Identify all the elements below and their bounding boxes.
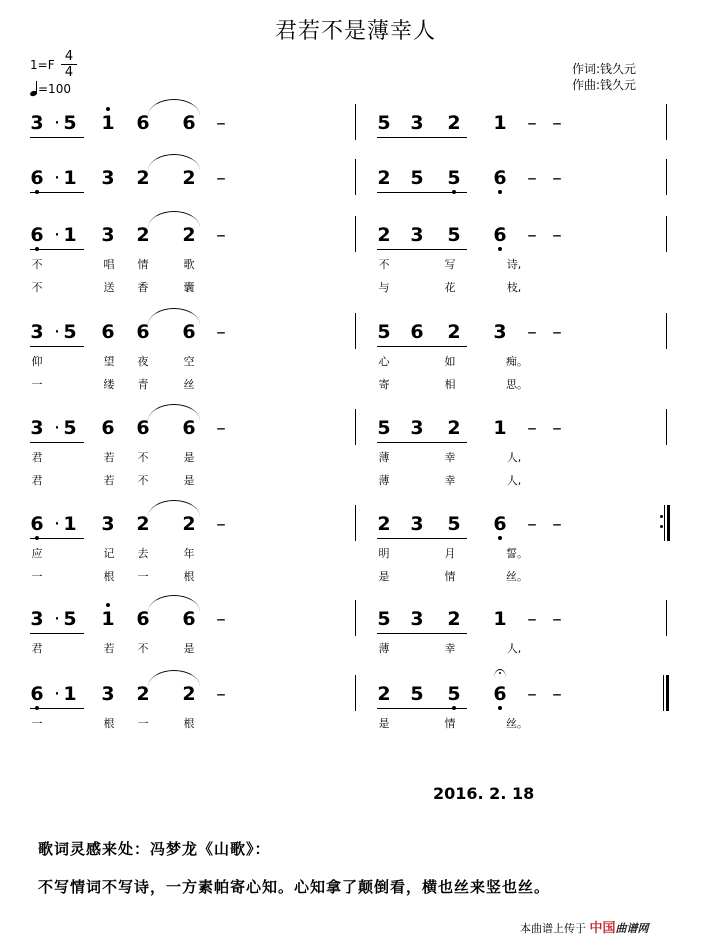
jianpu-note: 5 bbox=[446, 167, 462, 189]
bar-line bbox=[355, 104, 356, 140]
lyric-char: 仰 bbox=[31, 355, 43, 368]
jianpu-note: – bbox=[552, 224, 562, 246]
lyric-char: 若 bbox=[103, 451, 115, 464]
lyric-char: 相 bbox=[444, 378, 456, 391]
jianpu-note: – bbox=[552, 683, 562, 705]
jianpu-note: – bbox=[216, 224, 226, 246]
jianpu-note: – bbox=[216, 167, 226, 189]
jianpu-note: – bbox=[527, 224, 537, 246]
beam-underline bbox=[30, 708, 84, 709]
beam-underline bbox=[377, 137, 467, 138]
jianpu-note: 6 bbox=[492, 167, 508, 189]
jianpu-note: 1 bbox=[63, 513, 77, 535]
jianpu-note: 6 bbox=[492, 224, 508, 246]
lyric-char: 歌 bbox=[183, 258, 195, 271]
jianpu-note: · bbox=[53, 112, 61, 134]
jianpu-note: – bbox=[552, 417, 562, 439]
site-logo-prefix: 中国 bbox=[589, 921, 616, 936]
score-row bbox=[0, 513, 711, 583]
jianpu-note: 6 bbox=[492, 513, 508, 535]
score-row bbox=[0, 608, 711, 668]
jianpu-note: · bbox=[53, 683, 61, 705]
jianpu-note: 6 bbox=[136, 112, 150, 134]
lyric-char: 应 bbox=[31, 547, 43, 560]
jianpu-note: 5 bbox=[377, 321, 391, 343]
site-logo-name: 曲谱网 bbox=[615, 922, 649, 935]
bar-line bbox=[666, 313, 667, 349]
bar-line bbox=[355, 409, 356, 445]
jianpu-note: – bbox=[552, 608, 562, 630]
jianpu-note: 6 bbox=[29, 683, 45, 705]
low-octave-dot bbox=[498, 706, 502, 710]
tie-arc bbox=[148, 500, 200, 517]
jianpu-note: 5 bbox=[377, 112, 391, 134]
lyric-char: 不 bbox=[31, 258, 43, 271]
bar-line bbox=[355, 313, 356, 349]
score-row bbox=[0, 224, 711, 294]
jianpu-note: 2 bbox=[182, 513, 196, 535]
time-signature bbox=[61, 50, 77, 79]
jianpu-note: 2 bbox=[447, 608, 461, 630]
low-octave-dot bbox=[498, 190, 502, 194]
lyric-char: 不 bbox=[137, 642, 149, 655]
jianpu-note: 5 bbox=[63, 321, 77, 343]
inspiration-heading: 歌词灵感来处：冯梦龙《山歌》： bbox=[38, 840, 271, 858]
lyric-char: 不 bbox=[31, 281, 43, 294]
lyric-char: 根 bbox=[183, 570, 195, 583]
jianpu-note: 6 bbox=[182, 321, 196, 343]
lyric-char: 情 bbox=[444, 717, 456, 730]
quarter-note-icon bbox=[30, 82, 38, 96]
jianpu-note: 5 bbox=[447, 224, 461, 246]
jianpu-note: – bbox=[527, 112, 537, 134]
bar-line bbox=[663, 675, 664, 711]
jianpu-note: · bbox=[53, 224, 61, 246]
site-footer bbox=[520, 917, 649, 936]
lyric-char: 君 bbox=[31, 451, 43, 464]
jianpu-note: · bbox=[53, 417, 61, 439]
bar-line-thick bbox=[667, 505, 670, 541]
lyric-char: 是 bbox=[378, 570, 390, 583]
lyric-char: 一 bbox=[31, 570, 43, 583]
jianpu-note: 3 bbox=[410, 608, 424, 630]
tie-arc bbox=[148, 595, 200, 612]
lyric-char: 记 bbox=[103, 547, 115, 560]
lyric-char: 青 bbox=[137, 378, 149, 391]
lyric-char: 幸 bbox=[444, 451, 456, 464]
lyric-char: 薄 bbox=[378, 474, 390, 487]
lyric-char: 月 bbox=[444, 547, 456, 560]
lyricist-credit: 作词:钱久元 bbox=[572, 62, 637, 76]
jianpu-note: 3 bbox=[30, 417, 44, 439]
lyric-char: 写 bbox=[444, 258, 456, 271]
lyric-char: 思。 bbox=[506, 378, 528, 391]
jianpu-note: – bbox=[216, 608, 226, 630]
lyric-char: 如 bbox=[444, 355, 456, 368]
lyric-char: 一 bbox=[31, 717, 43, 730]
site-logo bbox=[590, 922, 649, 935]
repeat-dot bbox=[660, 525, 663, 528]
jianpu-note: – bbox=[216, 112, 226, 134]
lyric-char: 情 bbox=[137, 258, 149, 271]
beam-underline bbox=[30, 633, 84, 634]
lyric-char: 明 bbox=[378, 547, 390, 560]
beam-underline bbox=[377, 708, 467, 709]
jianpu-note: 2 bbox=[182, 683, 196, 705]
lyric-char: 誓。 bbox=[506, 547, 528, 560]
beam-underline bbox=[377, 538, 467, 539]
lyric-char: 空 bbox=[183, 355, 195, 368]
lyric-char: 是 bbox=[378, 717, 390, 730]
jianpu-note: 5 bbox=[410, 167, 424, 189]
lyric-char: 心 bbox=[378, 355, 390, 368]
jianpu-note: 3 bbox=[410, 112, 424, 134]
beam-underline bbox=[377, 249, 467, 250]
low-octave-dot bbox=[498, 247, 502, 251]
jianpu-note: 6 bbox=[136, 608, 150, 630]
lyric-char: 是 bbox=[183, 451, 195, 464]
jianpu-note: 6 bbox=[410, 321, 424, 343]
jianpu-note: 5 bbox=[377, 608, 391, 630]
lyric-char: 薄 bbox=[378, 451, 390, 464]
jianpu-note: – bbox=[527, 167, 537, 189]
jianpu-note: · bbox=[53, 513, 61, 535]
jianpu-note: 6 bbox=[29, 224, 45, 246]
jianpu-note: 3 bbox=[410, 417, 424, 439]
jianpu-note: – bbox=[216, 417, 226, 439]
lyric-char: 痴。 bbox=[506, 355, 528, 368]
lyric-char: 不 bbox=[378, 258, 390, 271]
jianpu-note: 5 bbox=[63, 112, 77, 134]
tie-arc bbox=[148, 670, 200, 687]
jianpu-note: – bbox=[527, 683, 537, 705]
lyric-char: 香 bbox=[137, 281, 149, 294]
lyric-char: 幸 bbox=[444, 642, 456, 655]
jianpu-note: 1 bbox=[493, 112, 507, 134]
bar-line bbox=[355, 675, 356, 711]
jianpu-note: 3 bbox=[410, 224, 424, 246]
beam-underline bbox=[377, 633, 467, 634]
jianpu-note: – bbox=[552, 167, 562, 189]
jianpu-note: 3 bbox=[410, 513, 424, 535]
jianpu-note: 6 bbox=[182, 608, 196, 630]
bar-line bbox=[355, 600, 356, 636]
jianpu-note: 2 bbox=[377, 513, 391, 535]
score-row bbox=[0, 417, 711, 487]
lyric-char: 丝。 bbox=[506, 717, 528, 730]
inspiration-text: 不写情词不写诗，一方素帕寄心知。心知拿了颠倒看，横也丝来竖也丝。 bbox=[38, 878, 551, 896]
bar-line bbox=[666, 104, 667, 140]
bar-line bbox=[666, 409, 667, 445]
lyric-char: 丝。 bbox=[506, 570, 528, 583]
lyric-char: 年 bbox=[183, 547, 195, 560]
jianpu-note: 6 bbox=[29, 167, 45, 189]
lyric-char: 是 bbox=[183, 642, 195, 655]
lyric-char: 人, bbox=[506, 474, 522, 487]
jianpu-note: 6 bbox=[182, 417, 196, 439]
composer-credit: 作曲:钱久元 bbox=[572, 78, 637, 92]
lyric-char: 望 bbox=[103, 355, 115, 368]
jianpu-note: – bbox=[527, 321, 537, 343]
lyric-char: 君 bbox=[31, 642, 43, 655]
jianpu-note: 1 bbox=[63, 167, 77, 189]
jianpu-note: 2 bbox=[136, 167, 150, 189]
lyric-char: 夜 bbox=[137, 355, 149, 368]
jianpu-note: 2 bbox=[447, 112, 461, 134]
lyric-char: 若 bbox=[103, 474, 115, 487]
bar-line bbox=[664, 505, 665, 541]
jianpu-note: – bbox=[552, 321, 562, 343]
bar-line bbox=[355, 216, 356, 252]
low-octave-dot bbox=[498, 536, 502, 540]
bar-line bbox=[666, 600, 667, 636]
jianpu-note: – bbox=[216, 321, 226, 343]
time-signature-top: 4 bbox=[64, 49, 74, 64]
jianpu-note: 6 bbox=[492, 683, 508, 705]
lyric-char: 诗, bbox=[506, 258, 522, 271]
lyric-char: 去 bbox=[137, 547, 149, 560]
lyric-char: 根 bbox=[183, 717, 195, 730]
beam-underline bbox=[377, 346, 467, 347]
jianpu-note: 2 bbox=[447, 417, 461, 439]
jianpu-note: 2 bbox=[377, 683, 391, 705]
high-octave-dot bbox=[106, 107, 110, 111]
tie-arc bbox=[148, 404, 200, 421]
jianpu-note: · bbox=[53, 167, 61, 189]
lyric-char: 根 bbox=[103, 570, 115, 583]
jianpu-note: – bbox=[216, 683, 226, 705]
tempo-value: =100 bbox=[38, 82, 71, 96]
jianpu-note: 2 bbox=[136, 683, 150, 705]
tie-arc bbox=[148, 99, 200, 116]
lyric-char: 情 bbox=[444, 570, 456, 583]
jianpu-note: 2 bbox=[182, 224, 196, 246]
jianpu-note: 1 bbox=[100, 112, 116, 134]
score-row bbox=[0, 683, 711, 743]
score-row bbox=[0, 321, 711, 391]
bar-line-thick bbox=[666, 675, 669, 711]
beam-underline bbox=[30, 442, 84, 443]
jianpu-note: – bbox=[527, 513, 537, 535]
lyric-char: 一 bbox=[137, 717, 149, 730]
footer-upload-text: 本曲谱上传于 bbox=[520, 922, 586, 935]
jianpu-note: – bbox=[552, 112, 562, 134]
jianpu-note: 3 bbox=[30, 321, 44, 343]
lyric-char: 寄 bbox=[378, 378, 390, 391]
jianpu-note: 2 bbox=[136, 224, 150, 246]
jianpu-note: – bbox=[216, 513, 226, 535]
bar-line bbox=[355, 159, 356, 195]
jianpu-note: 6 bbox=[29, 513, 45, 535]
lyric-char: 薄 bbox=[378, 642, 390, 655]
jianpu-note: 6 bbox=[182, 112, 196, 134]
repeat-dot bbox=[660, 515, 663, 518]
jianpu-note: 5 bbox=[410, 683, 424, 705]
jianpu-note: 3 bbox=[30, 608, 44, 630]
jianpu-note: 1 bbox=[100, 608, 116, 630]
jianpu-note: · bbox=[53, 321, 61, 343]
jianpu-note: – bbox=[552, 513, 562, 535]
lyric-char: 人, bbox=[506, 451, 522, 464]
jianpu-note: 6 bbox=[136, 417, 150, 439]
bar-line bbox=[666, 159, 667, 195]
lyric-char: 与 bbox=[378, 281, 390, 294]
beam-underline bbox=[30, 192, 84, 193]
jianpu-note: 3 bbox=[101, 513, 115, 535]
jianpu-note: 1 bbox=[493, 608, 507, 630]
jianpu-note: 5 bbox=[447, 513, 461, 535]
jianpu-note: – bbox=[527, 608, 537, 630]
jianpu-note: · bbox=[53, 608, 61, 630]
bar-line bbox=[355, 505, 356, 541]
jianpu-note: 5 bbox=[377, 417, 391, 439]
lyric-char: 不 bbox=[137, 451, 149, 464]
jianpu-note: 5 bbox=[63, 417, 77, 439]
beam-underline bbox=[30, 538, 84, 539]
lyric-char: 一 bbox=[137, 570, 149, 583]
lyric-char: 幸 bbox=[444, 474, 456, 487]
song-title: 君若不是薄幸人 bbox=[274, 19, 436, 44]
composition-date: 2016. 2. 18 bbox=[433, 784, 535, 803]
jianpu-note: 6 bbox=[136, 321, 150, 343]
jianpu-note: 2 bbox=[377, 224, 391, 246]
lyric-char: 囊 bbox=[183, 281, 195, 294]
tempo-marking bbox=[30, 82, 71, 96]
beam-underline bbox=[30, 346, 84, 347]
jianpu-note: – bbox=[527, 417, 537, 439]
jianpu-note: 2 bbox=[447, 321, 461, 343]
jianpu-note: 1 bbox=[493, 417, 507, 439]
lyric-char: 根 bbox=[103, 717, 115, 730]
lyric-char: 君 bbox=[31, 474, 43, 487]
lyric-char: 若 bbox=[103, 642, 115, 655]
high-octave-dot bbox=[106, 603, 110, 607]
beam-underline bbox=[30, 137, 84, 138]
lyric-char: 花 bbox=[444, 281, 456, 294]
jianpu-note: 5 bbox=[63, 608, 77, 630]
tie-arc bbox=[148, 308, 200, 325]
beam-underline bbox=[377, 442, 467, 443]
fermata-icon bbox=[494, 669, 506, 678]
jianpu-note: 3 bbox=[30, 112, 44, 134]
lyric-char: 唱 bbox=[103, 258, 115, 271]
lyric-char: 丝 bbox=[183, 378, 195, 391]
beam-underline bbox=[30, 249, 84, 250]
lyric-char: 是 bbox=[183, 474, 195, 487]
jianpu-note: 6 bbox=[101, 321, 115, 343]
jianpu-note: 1 bbox=[63, 683, 77, 705]
jianpu-note: 3 bbox=[101, 167, 115, 189]
jianpu-note: 3 bbox=[493, 321, 507, 343]
lyric-char: 人, bbox=[506, 642, 522, 655]
jianpu-note: 2 bbox=[182, 167, 196, 189]
lyric-char: 一 bbox=[31, 378, 43, 391]
jianpu-note: 3 bbox=[101, 224, 115, 246]
jianpu-note: 3 bbox=[101, 683, 115, 705]
jianpu-note: 6 bbox=[101, 417, 115, 439]
key-signature: 1=F bbox=[30, 58, 55, 72]
lyric-char: 不 bbox=[137, 474, 149, 487]
lyric-char: 枝, bbox=[506, 281, 522, 294]
jianpu-note: 5 bbox=[446, 683, 462, 705]
beam-underline bbox=[377, 192, 467, 193]
jianpu-note: 1 bbox=[63, 224, 77, 246]
lyric-char: 缕 bbox=[103, 378, 115, 391]
jianpu-note: 2 bbox=[377, 167, 391, 189]
time-signature-bottom: 4 bbox=[64, 65, 74, 80]
bar-line bbox=[666, 216, 667, 252]
jianpu-note: 2 bbox=[136, 513, 150, 535]
lyric-char: 送 bbox=[103, 281, 115, 294]
